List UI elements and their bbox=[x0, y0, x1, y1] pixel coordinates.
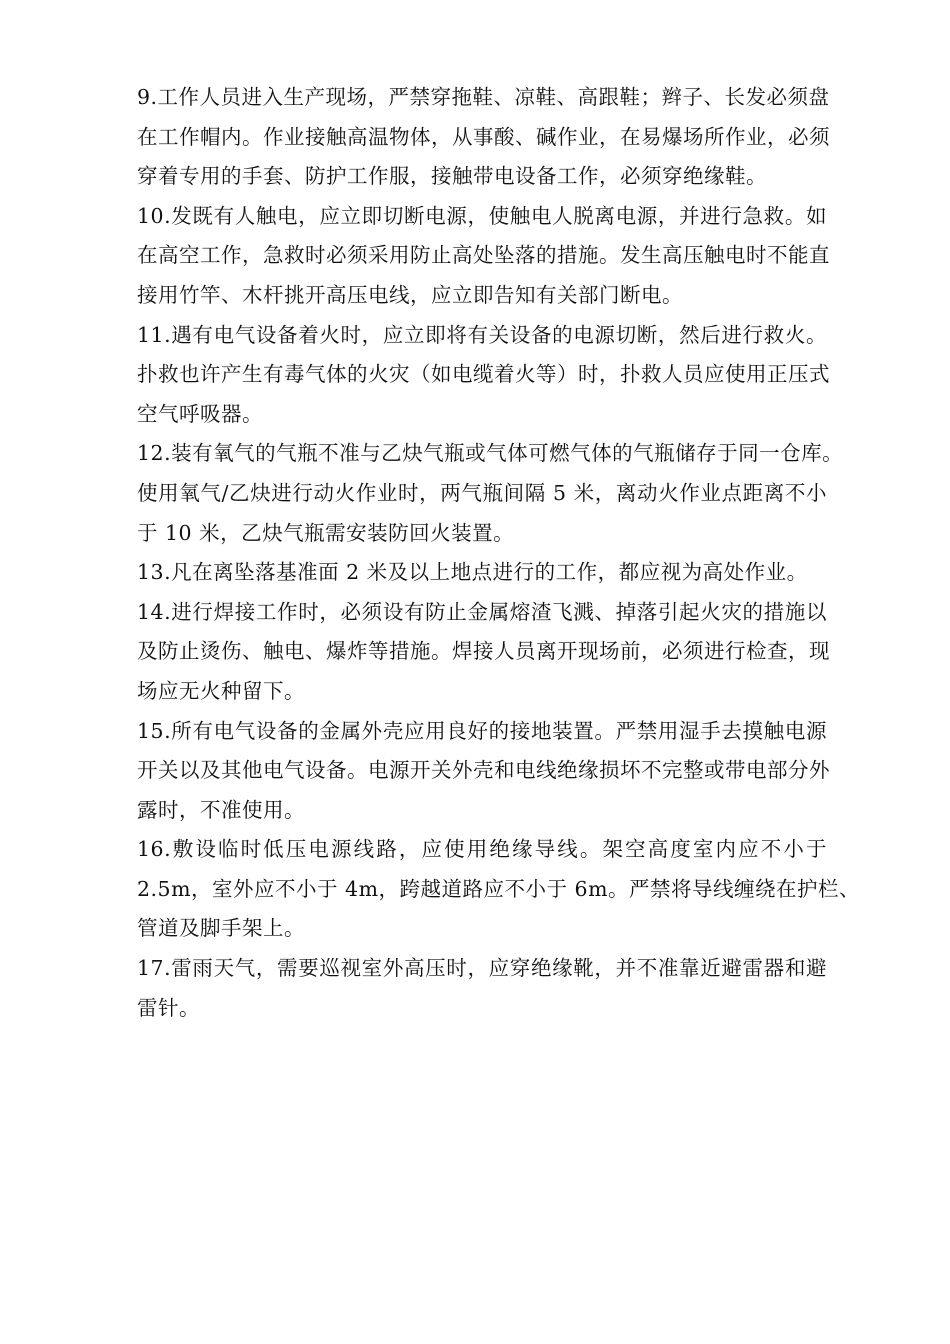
rule-17-line-1: 17.雷雨天气，需要巡视室外高压时，应穿绝缘靴，并不准靠近避雷器和避 bbox=[137, 956, 827, 981]
rule-16-line-1: 16.敷设临时低压电源线路，应使用绝缘导线。架空高度室内应不小于 bbox=[137, 837, 827, 862]
rule-item-12 bbox=[137, 434, 844, 553]
rule-item-15 bbox=[137, 712, 830, 831]
rule-15-line-1: 15.所有电气设备的金属外壳应用良好的接地装置。严禁用湿手去摸触电源 bbox=[137, 718, 827, 743]
rule-15-line-2: 开关以及其他电气设备。电源开关外壳和电线绝缘损坏不完整或带电部分外 bbox=[137, 758, 830, 783]
rule-11-line-3: 空气呼吸器。 bbox=[137, 401, 263, 426]
rule-item-14 bbox=[137, 593, 830, 712]
rule-16-line-3: 管道及脚手架上。 bbox=[137, 916, 305, 941]
rule-14-line-2: 及防止烫伤、触电、爆炸等措施。焊接人员离开现场前，必须进行检查，现 bbox=[137, 639, 830, 664]
rule-16-line-2: 2.5m，室外应不小于 4m，跨越道路应不小于 6m。严禁将导线缠绕在护栏、 bbox=[137, 876, 861, 901]
rule-item-16 bbox=[137, 830, 861, 949]
rule-17-line-2: 雷针。 bbox=[137, 995, 200, 1020]
rule-11-line-1: 11.遇有电气设备着火时，应立即将有关设备的电源切断，然后进行救火。 bbox=[137, 322, 827, 347]
rule-item-9 bbox=[137, 78, 830, 197]
rule-item-17 bbox=[137, 949, 827, 1028]
rule-9-line-2: 在工作帽内。作业接触高温物体，从事酸、碱作业，在易爆场所作业，必须 bbox=[137, 124, 830, 149]
rule-10-line-1: 10.发既有人触电，应立即切断电源，使触电人脱离电源，并进行急救。如 bbox=[137, 203, 827, 228]
rule-14-line-3: 场应无火种留下。 bbox=[137, 678, 305, 703]
rule-12-line-1: 12.装有氧气的气瓶不准与乙炔气瓶或气体可燃气体的气瓶储存于同一仓库。 bbox=[137, 441, 844, 466]
rule-13-line-1: 13.凡在离坠落基准面 2 米及以上地点进行的工作，都应视为高处作业。 bbox=[137, 560, 808, 585]
rule-10-line-2: 在高空工作，急救时必须采用防止高处坠落的措施。发生高压触电时不能直 bbox=[137, 243, 830, 268]
rule-10-line-3: 接用竹竿、木杆挑开高压电线，应立即告知有关部门断电。 bbox=[137, 282, 683, 307]
safety-rules-list bbox=[137, 78, 861, 1028]
rule-9-line-3: 穿着专用的手套、防护工作服，接触带电设备工作，必须穿绝缘鞋。 bbox=[137, 164, 767, 189]
rule-12-line-3: 于 10 米，乙炔气瓶需安装防回火装置。 bbox=[137, 520, 515, 545]
rule-11-line-2: 扑救也许产生有毒气体的火灾（如电缆着火等）时，扑救人员应使用正压式 bbox=[137, 362, 830, 387]
rule-14-line-1: 14.进行焊接工作时，必须设有防止金属熔渣飞溅、掉落引起火灾的措施以 bbox=[137, 599, 827, 624]
rule-9-line-1: 9.工作人员进入生产现场，严禁穿拖鞋、凉鞋、高跟鞋；辫子、长发必须盘 bbox=[137, 85, 830, 109]
rule-12-line-2: 使用氧气/乙炔进行动火作业时，两气瓶间隔 5 米，离动火作业点距离不小 bbox=[137, 480, 827, 505]
rule-item-13 bbox=[137, 553, 827, 593]
rule-item-10 bbox=[137, 197, 830, 316]
rule-item-11 bbox=[137, 316, 830, 435]
rule-15-line-3: 露时，不准使用。 bbox=[137, 797, 305, 822]
